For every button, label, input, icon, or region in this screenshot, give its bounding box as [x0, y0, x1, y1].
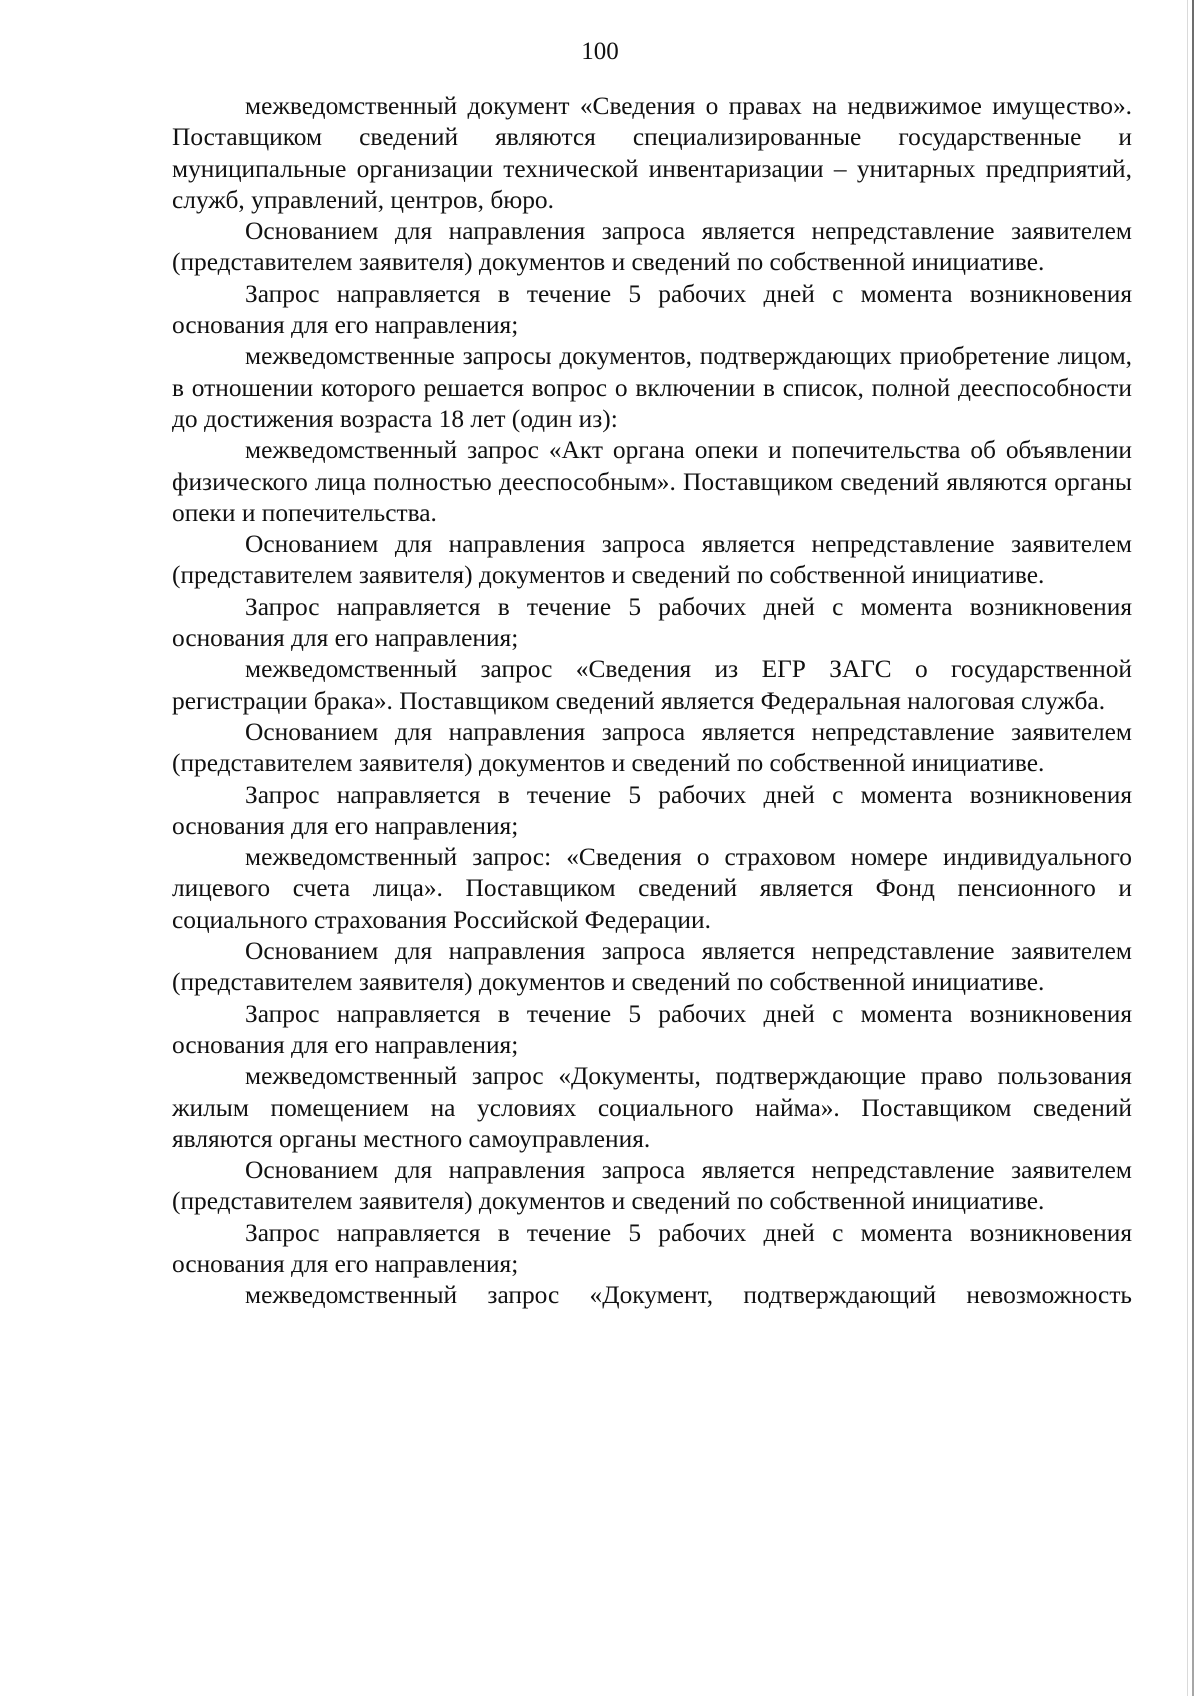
document-body [172, 91, 1132, 1312]
paragraph: межведомственный запрос «Сведения из ЕГР ЗАГС о государственной регистрации брака». Поставщиком сведений является Федеральная налоговая служба. [172, 655, 1132, 715]
page-number: 100 [581, 38, 619, 65]
scan-edge-line-faint [1187, 0, 1188, 1696]
paragraph: Основанием для направления запроса является непредставление заявителем (представителем заявителя) документов и сведений по собственной инициативе. [172, 717, 1132, 778]
paragraph: Основанием для направления запроса является непредставление заявителем (представителем заявителя) документов и сведений по собственной инициативе. [172, 937, 1132, 997]
paragraph: Запрос направляется в течение 5 рабочих дней с момента возникновения основания для его направления; [172, 592, 1132, 653]
paragraph: Основанием для направления запроса является непредставление заявителем (представителем заявителя) документов и сведений по собственной инициативе. [172, 530, 1132, 590]
paragraph: Запрос направляется в течение 5 рабочих дней с момента возникновения основания для его направления; [172, 780, 1132, 840]
paragraph: межведомственный запрос «Акт органа опеки и попечительства об объявлении физического лица полностью дееспособным». Поставщиком сведений являются органы опеки и попечительства. [172, 436, 1132, 527]
paragraph: Запрос направляется в течение 5 рабочих дней с момента возникновения основания для его направления; [172, 999, 1132, 1059]
paragraph: межведомственные запросы документов, подтверждающих приобретение лицом, в отношении которого решается вопрос о включении в список, полной дееспособности до достижения возраста 18 лет (один из): [172, 342, 1132, 433]
paragraph: Основанием для направления запроса является непредставление заявителем (представителем заявителя) документов и сведений по собственной инициативе. [172, 217, 1132, 277]
paragraph: межведомственный запрос: «Сведения о страховом номере индивидуального лицевого счета лица». Поставщиком сведений является Фонд пенсионного и социального страхования Российской Федерации. [172, 843, 1132, 934]
scan-edge-line [1192, 0, 1194, 1696]
paragraph: межведомственный документ «Сведения о правах на недвижимое имущество». Поставщиком сведений являются специализированные государственные и муниципальные организации технической инвентаризации – унитарных предприятий, служб, управлений, центров, бюро. [172, 92, 1132, 214]
paragraph: Запрос направляется в течение 5 рабочих дней с момента возникновения основания для его направления; [172, 279, 1132, 340]
paragraph: Основанием для направления запроса является непредставление заявителем (представителем заявителя) документов и сведений по собственной инициативе. [172, 1156, 1132, 1216]
paragraph: Запрос направляется в течение 5 рабочих дней с момента возникновения основания для его направления; [172, 1218, 1132, 1278]
paragraph-last: межведомственный запрос «Документ, подтверждающий невозможность [245, 1281, 1132, 1310]
paragraph: межведомственный запрос «Документы, подтверждающие право пользования жилым помещением на условиях социального найма». Поставщиком сведений являются органы местного самоуправления. [172, 1062, 1132, 1153]
